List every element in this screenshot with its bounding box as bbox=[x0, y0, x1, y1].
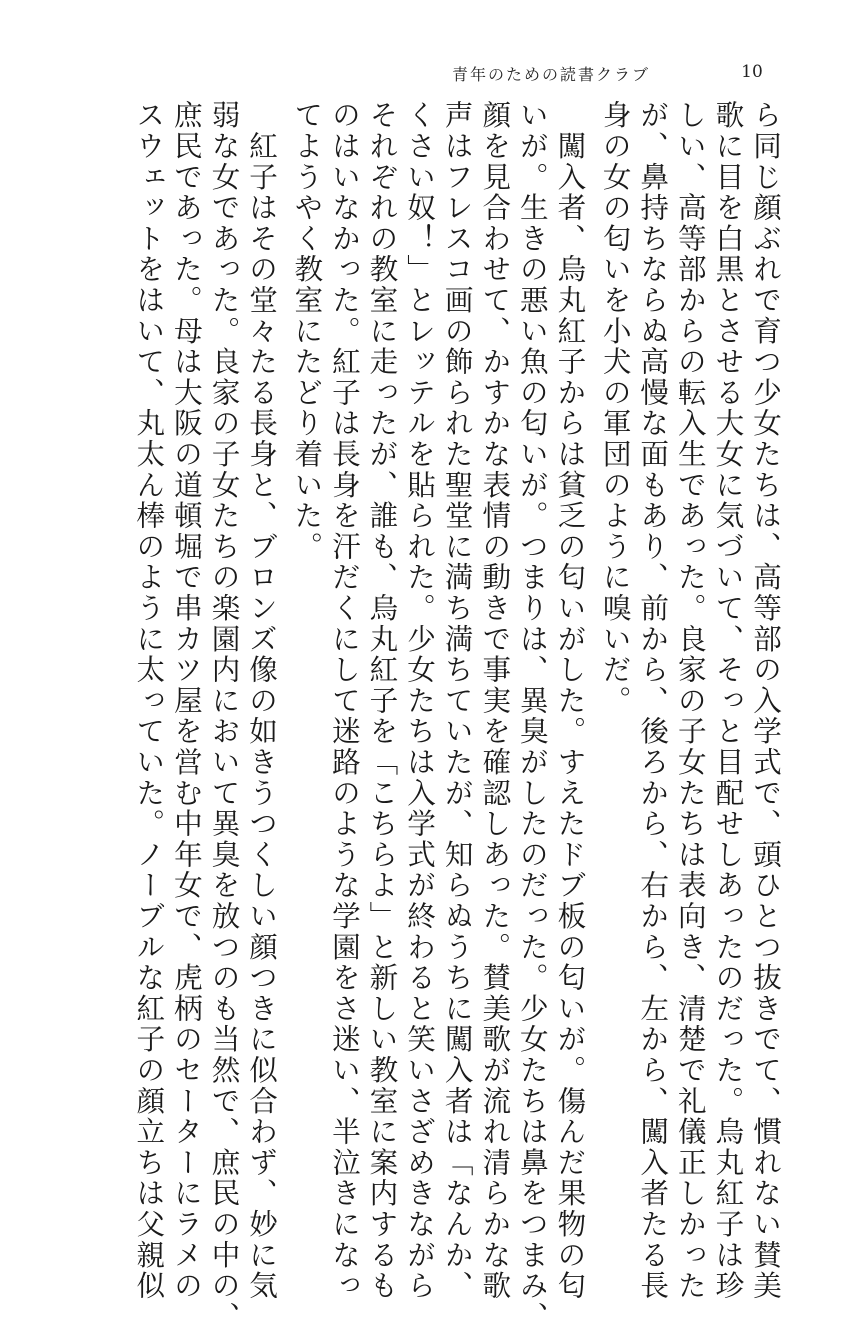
text-column: いが。生きの悪い魚の匂いが。つまりは、異臭がしたのだった。少女たちは鼻をつまみ、 bbox=[515, 100, 550, 1332]
text-column: スウェットをはいて、丸太ん棒のように太っていた。ノーブルな紅子の顔立ちは父親似 bbox=[132, 100, 167, 1302]
text-column: しい、高等部からの転入生であった。良家の子女たちは表向き、清楚で礼儀正しかった bbox=[673, 100, 708, 1302]
text-column: それぞれの教室に走ったが、誰も、烏丸紅子を「こちらよ」と新しい教室に案内するも bbox=[365, 100, 400, 1302]
text-column: 庶民であった。母は大阪の道頓堀で串カツ屋を営む中年女で、虎柄のセーターにラメの bbox=[169, 100, 204, 1302]
page-number: 10 bbox=[741, 62, 763, 82]
text-column: ら同じ顔ぶれで育つ少女たちは、高等部の入学式で、頭ひとつ抜きでて、慣れない賛美 bbox=[749, 100, 783, 1302]
text-column: が、鼻持ちならぬ高慢な面もあり、前から、後ろから、右から、左から、闖入者たる長 bbox=[636, 100, 671, 1302]
text-column: てようやく教室にたどり着いた。 bbox=[290, 100, 325, 562]
text-column: くさい奴！」とレッテルを貼られた。少女たちは入学式が終わると笑いさざめきながら bbox=[403, 100, 438, 1302]
text-column: 歌に目を白黒とさせる大女に気づいて、そっと目配せしあったのだった。烏丸紅子は珍 bbox=[711, 100, 746, 1302]
running-title: 青年のための読書クラブ bbox=[451, 65, 650, 84]
text-column: 闖入者、烏丸紅子からは貧乏の匂いがした。すえたドブ板の匂いが。傷んだ果物の匂 bbox=[553, 100, 588, 1302]
text-column: 身の女の匂いを小犬の軍団のように嗅いだ。 bbox=[598, 100, 633, 716]
text-column: 顔を見合わせて、かすかな表情の動きで事実を確認しあった。賛美歌が流れ清らかな歌 bbox=[478, 100, 513, 1302]
text-column: のはいなかった。紅子は長身を汗だくにして迷路のような学園をさ迷い、半泣きになっ bbox=[327, 100, 362, 1302]
text-column: 弱な女であった。良家の子女たちの楽園内において異臭を放つのも当然で、庶民の中の、 bbox=[207, 100, 242, 1332]
body-text bbox=[132, 100, 783, 1332]
text-column: 声はフレスコ画の飾られた聖堂に満ち満ちていたが、知らぬうちに闖入者は「なんか、 bbox=[440, 100, 475, 1302]
text-column: 紅子はその堂々たる長身と、ブロンズ像の如きうつくしい顔つきに似合わず、妙に気 bbox=[245, 100, 280, 1302]
